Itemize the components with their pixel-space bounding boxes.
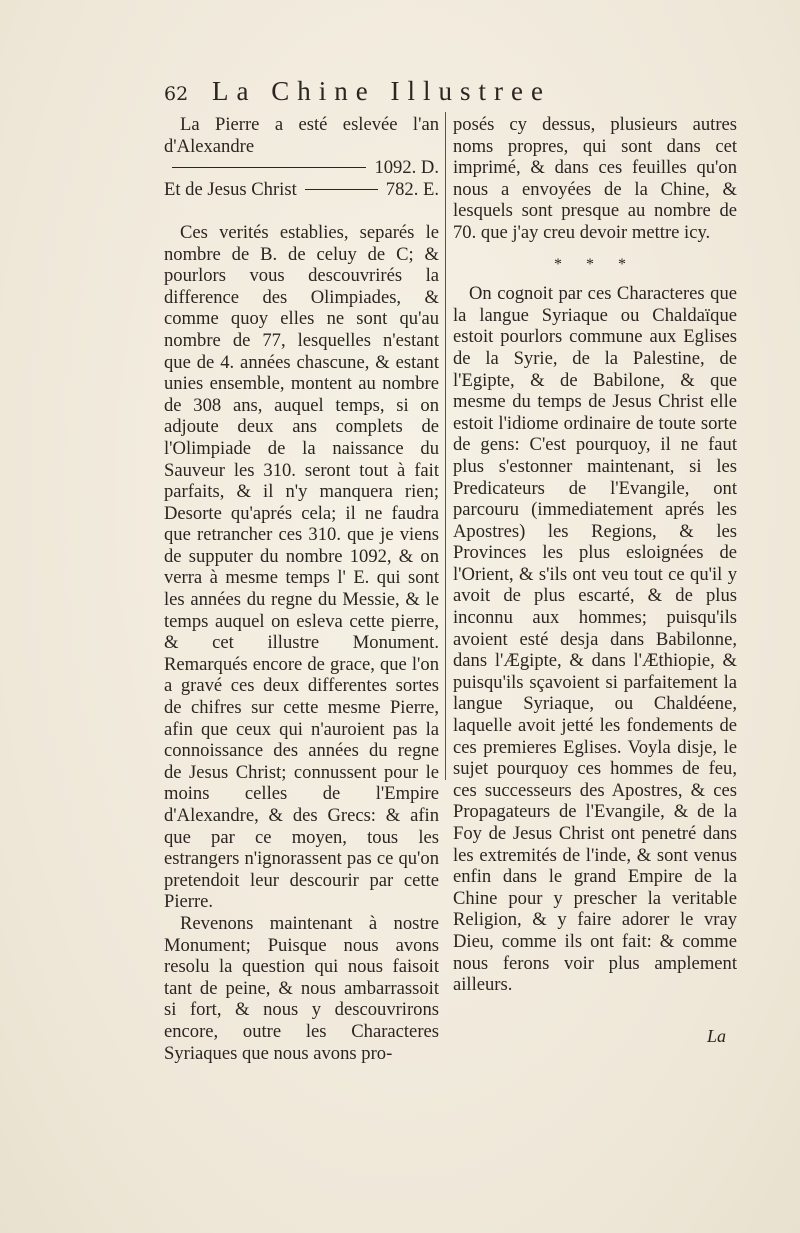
date-line-text: La Pierre a esté eslevée l'an d'Alexandre — [164, 114, 439, 157]
leader-dash — [172, 167, 366, 168]
paragraph: Ces verités establies, separés le nombre de B. de celuy de C; & pourlors vous descouvrirés la difference des Olimpiades, & comme quoy elles ne sont qu'au nombre de 77, lesquelles n'estant que de 4. années chascune, & estant unies ensemble, montent au nombre de 308 ans, auquel temps, si on adjoute deux ans complets de l'Olimpiade de la naissance du Sauveur les 310. seront tout à fait parfaits, & il n'y manquera rien; Desorte qu'aprés cela; il ne faudra que retrancher ces 310. que je viens de supputer du nombre 1092, & on verra à mesme temps l' E. qui sont les années du regne du Messie, & le temps auquel on esleva cette pierre, & cet illustre Monument. Remarqués encore de grace, que l'on a gravé ces deux differentes sortes de chifres sur cette mesme Pierre, afin que ceux qui n'auroient pas la connoissance des années du regne de Jesus Christ; connussent pour le moins celles de l'Empire d'Alexandre, & des Grecs: & afin que par ce moyen, tous les estrangers n'ignorassent pas ce qu'on pretendoit leur descourir par cette Pierre. — [164, 221, 439, 913]
date-line-number-row — [164, 157, 439, 179]
page-header — [164, 76, 650, 107]
leader-dash — [305, 189, 378, 190]
asterism-ornament: * * * — [554, 255, 636, 273]
right-column — [453, 114, 737, 996]
date-line-number: 1092. D. — [374, 157, 439, 179]
column-divider — [445, 112, 446, 780]
date-line-text: Et de Jesus Christ — [164, 178, 297, 200]
running-title: La Chine Illustree — [212, 76, 551, 106]
date-line-alexandre — [164, 114, 439, 157]
page-number: 62 — [164, 83, 189, 105]
date-line-christ — [164, 179, 439, 201]
spacer — [164, 200, 439, 222]
paragraph: Revenons maintenant à nostre Monument; Puisque nous avons resolu la question qui nous faisoit tant de peine, & nous ambarrassoit si fort, & nous y descouvrirons encore, outre les Characteres Syriaques que nous avons pro- — [164, 912, 439, 1064]
paragraph: posés cy dessus, plusieurs autres noms propres, qui sont dans cet imprimé, & dans ces feuilles qu'on nous a envoyées de la Chine, & lesquels sont presque au nombre de 70. que j'ay creu devoir mettre icy. — [453, 114, 737, 243]
paragraph: On cognoit par ces Characteres que la langue Syriaque ou Chaldaïque estoit pourlors commune aux Eglises de la Syrie, de la Palestine, de l'Egipte, & de Babilone, & que mesme du temps de Jesus Christ elle estoit l'idiome ordinaire de toute sorte de gens: C'est pourquoy, il ne faut plus s'estonner maintenant, si les Predicateurs de l'Evangile, ont parcouru (immediatement aprés les Apostres) les Regions, & les Provinces les plus esloignées de l'Orient, & s'ils ont veu tout ce qu'il y avoit de plus escarté, & de plus inconnu aux hommes; puisqu'ils avoient esté desja dans Babilonne, dans l'Ægipte, & dans l'Æthiopie, & puisqu'ils sçavoient si parfaitement la langue Syriaque, ou Chaldéene, laquelle avoit jetté les fondements de ces premieres Eglises. Voyla disje, le sujet pourquoy ces hommes de feu, ces successeurs des Apostres, & ces Propagateurs de l'Evangile, & de la Foy de Jesus Christ ont penetré dans les extremités de l'inde, & sont venus enfin dans le grand Empire de la Chine pour y prescher la veritable Religion, & y faire adorer le vray Dieu, comme ils ont fait: & comme nous ferons voir plus amplement ailleurs. — [453, 283, 737, 996]
left-column — [164, 114, 439, 1064]
date-line-number: 782. E. — [385, 178, 439, 200]
catchword: La — [707, 1026, 727, 1046]
